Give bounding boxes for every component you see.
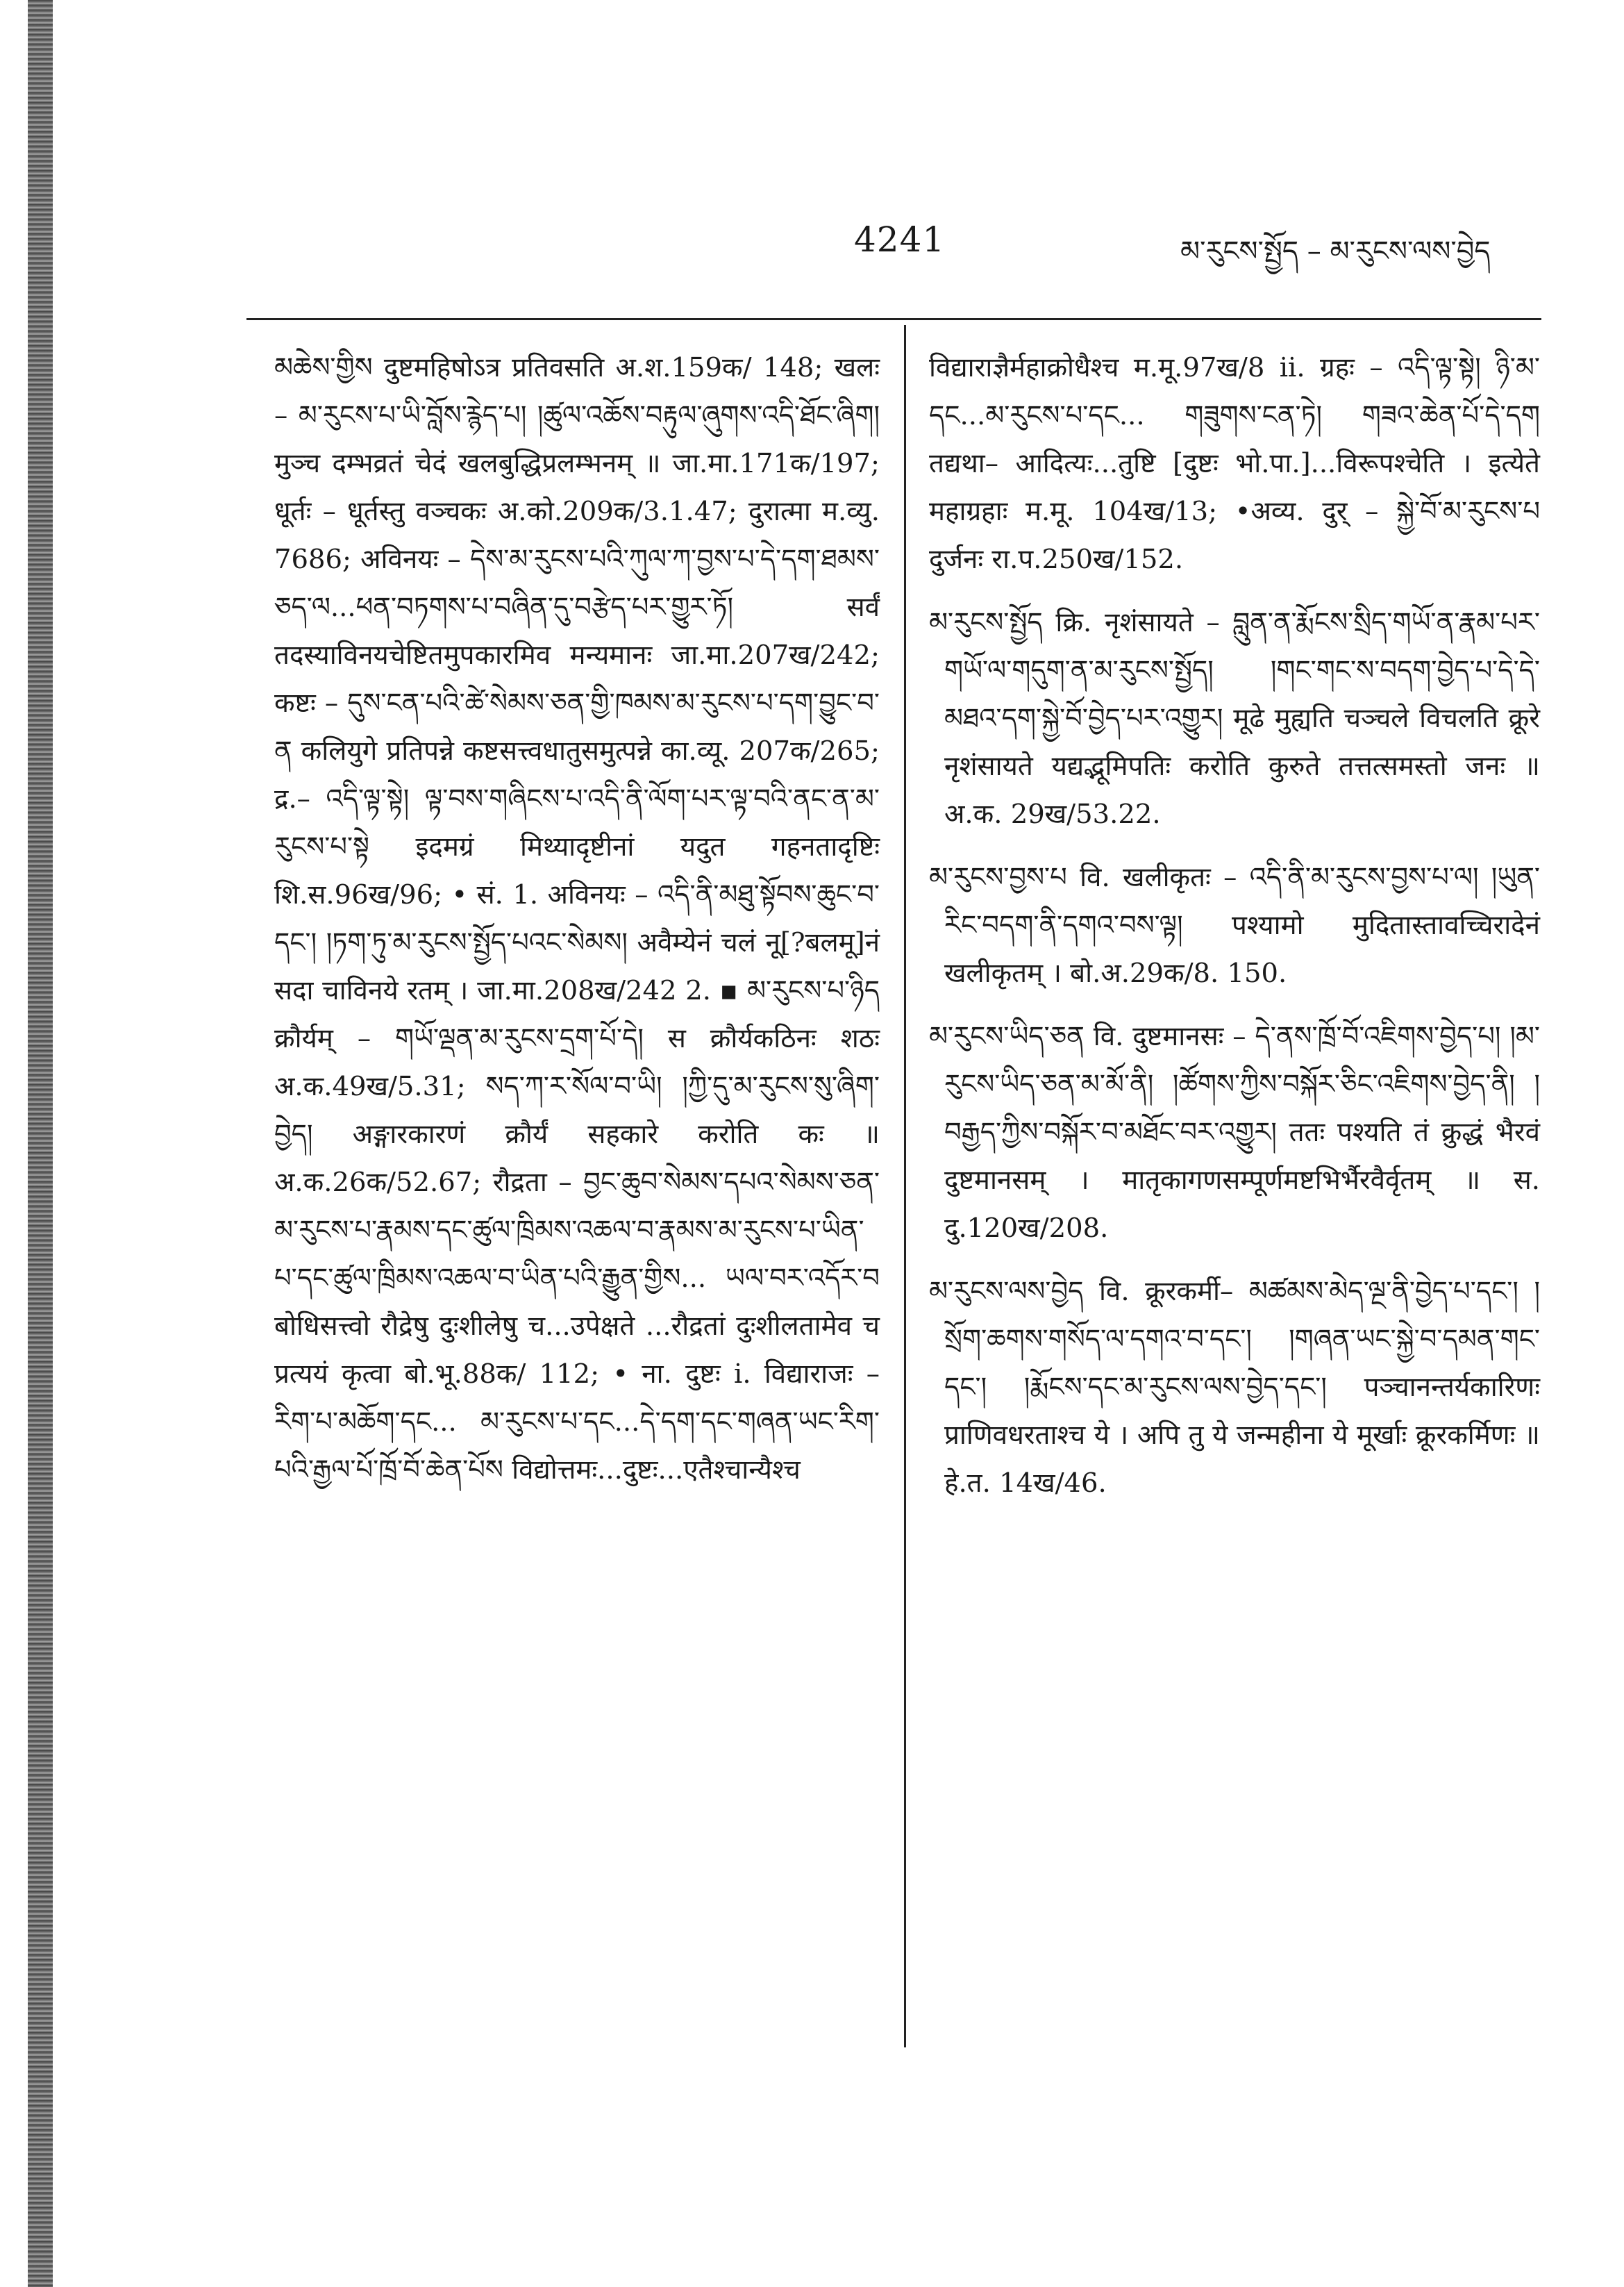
column-divider [904,325,906,2047]
header-rule [246,318,1541,320]
right-column [929,344,1540,1522]
left-paragraph: མཆེས་གྱིས दुष्टमहिषोऽत्र प्रतिवसति अ.श.159क/ 148; खलः – མ་རུངས་པ་ཡི་བློས་རྙེད་པ། །ཚུལ་འཆོས་བརྟུལ་ཞུགས་འདི་ཐོང་ཞིག། मुञ्च दम्भव्रतं चेदं खलबुद्धिप्रलम्भनम् ॥ जा.मा.171क/197; धूर्तः – धूर्तस्तु वञ्चकः अ.को.209क/3.1.47; दुरात्मा म.व्यु. 7686; अविनयः – དེས་མ་རུངས་པའི་ཀུལ་ཀ་བྱས་པ་དེ་དག་ཐམས་ཅད་ལ...ཕན་བཏགས་པ་བཞིན་དུ་བརྩེད་པར་གྱུར་ཏོ། सर्वं तदस्याविनयचेष्टितमुपकारमिव मन्यमानः जा.मा.207ख/242; कष्टः – དུས་ངན་པའི་ཚེ་སེམས་ཅན་གྱི་ཁམས་མ་རུངས་པ་དག་བྱུང་བ་ན कलियुगे प्रतिपन्ने कष्टसत्त्वधातुसमुत्पन्ने का.व्यू. 207क/265; द्र.– འདི་ལྟ་སྟེ། ལྟ་བས་གཞིངས་པ་འདི་ནི་ལོག་པར་ལྟ་བའི་ནང་ན་མ་རུངས་པ་སྟེ इदमग्रं मिथ्यादृष्टीनां यदुत गहनतादृष्टिः शि.स.96ख/96; • सं. 1. अविनयः – འདི་ནི་མཐུ་སྟོབས་ཆུང་བ་དང་། །ཏག་ཏུ་མ་རུངས་སྤྱོད་པའང་སེམས། अवैम्येनं चलं नू[?बलमू]नं सदा चाविनये रतम् । जा.मा.208ख/242 2. ▪ མ་རུངས་པ་ཉིད क्रौर्यम् – གཡོ་ལྡན་མ་རུངས་དྲག་པོ་དེ། स क्रौर्यकठिनः शठः अ.क.49ख/5.31; སད་ཀ་ར་སོལ་བ་ཡི། །ཀྱི་དུ་མ་རུངས་སུ་ཞིག་བྱེད། अङ्गारकारणं क्रौर्यं सहकारे करोति कः ॥ अ.क.26क/52.67; रौद्रता – བྱང་ཆུབ་སེམས་དཔའ་སེམས་ཅན་མ་རུངས་པ་རྣམས་དང་ཚུལ་ཁྲིམས་འཆལ་བ་རྣམས་མ་རུངས་པ་ཡིན་པ་དང་ཚུལ་ཁྲིམས་འཆལ་བ་ཡིན་པའི་རྒྱུན་གྱིས... ཡལ་བར་འདོར་བ बोधिसत्त्वो रौद्रेषु दुःशीलेषु च...उपेक्षते ...रौद्रतां दुःशीलतामेव च प्रत्ययं कृत्वा बो.भू.88क/ 112; • ना. दुष्टः i. विद्याराजः – རིག་པ་མཆོག་དང... མ་རུངས་པ་དང...དེ་དག་དང་གཞན་ཡང་རིག་པའི་རྒྱལ་པོ་ཁྲོ་བོ་ཆེན་པོས विद्योत्तमः...दुष्टः...एतैश्चान्यैश्च [274,352,880,1486]
running-head: མ་རུངས་སྤྱོད – མ་རུངས་ལས་བྱེད [1180,235,1491,267]
page-number: 4241 [854,219,946,260]
entry-ma-rungs-spyod: མ་རུངས་སྤྱོད क्रि. नृशंसायते – བླུན་ན་རྨོངས་སྲིད་གཡོ་ན་རྣམ་པར་གཡོ་ལ་གདུག་ན་མ་རུངས་སྤྱོད། །གང་གང་ས་བདག་བྱེད་པ་དེ་དེ་མཐའ་དག་སྐྱེ་བོ་བྱེད་པར་འགྱུར། मूढे मुह्यति चञ्चले विचलति क्रूरे नृशंसायते यद्यद्भूमिपतिः करोति कुरुते तत्तत्समस्तो जनः ॥ अ.क. 29ख/53.22. [929,607,1540,830]
left-column [274,344,880,1494]
entry-ma-rungs-yid-can: མ་རུངས་ཡིད་ཅན वि. दुष्टमानसः – དེ་ནས་ཁྲོ་བོ་འཇིགས་བྱེད་པ། །མ་རུངས་ཡིད་ཅན་མ་མོ་ནི། །ཚོགས་ཀྱིས་བསྐོར་ཅིང་འཇིགས་བྱེད་ནི། །བརྒྱད་ཀྱིས་བསྐོར་བ་མཐོང་བར་འགྱུར། ततः पश्यति तं क्रुद्धं भैरवं दुष्टमानसम् । मातृकागणसम्पूर्णमष्टभिर्भैरवैर्वृतम् ॥ स. दु.120ख/208. [929,1021,1540,1244]
scan-binding-edge [28,0,53,2287]
entry-ma-rungs-byas-pa: མ་རུངས་བྱས་པ वि. खलीकृतः – འདི་ནི་མ་རུངས་བྱས་པ་ལ། །ཡུན་རིང་བདག་ནི་དགའ་བས་ལྟ། पश्यामो मुदितास्तावच्चिरादेनं खलीकृतम् । बो.अ.29क/8. 150. [929,862,1540,989]
entry-continuation: विद्याराज्ञैर्महाक्रोधैश्च म.मू.97ख/8 ii. ग्रहः – འདི་ལྟ་སྟེ། ཉི་མ་དང...མ་རུངས་པ་དང... གཟུགས་ངན་ཏེ། གཟའ་ཆེན་པོ་དེ་དག तद्यथा– आदित्यः...तुष्टि [दुष्टः भो.पा.]...विरूपश्चेति । इत्येते महाग्रहाः म.मू. 104ख/13; •अव्य. दुर् – སྐྱེ་བོ་མ་རུངས་པ दुर्जनः रा.प.250ख/152. [929,352,1540,575]
entry-ma-rungs-las-byed: མ་རུངས་ལས་བྱེད वि. क्रूरकर्मी– མཚམས་མེད་ལྔ་ནི་བྱེད་པ་དང་། །སྲོག་ཆགས་གསོད་ལ་དགའ་བ་དང་། །གཞན་ཡང་སྐྱེ་བ་དམན་གང་དང་། །རྨོངས་དང་མ་རུངས་ལས་བྱེད་དང་། पञ्चानन्तर्यकारिणः प्राणिवधरताश्च ये । अपि तु ये जन्महीना ये मूर्खाः क्रूरकर्मिणः ॥ हे.त. 14ख/46. [929,1276,1540,1499]
